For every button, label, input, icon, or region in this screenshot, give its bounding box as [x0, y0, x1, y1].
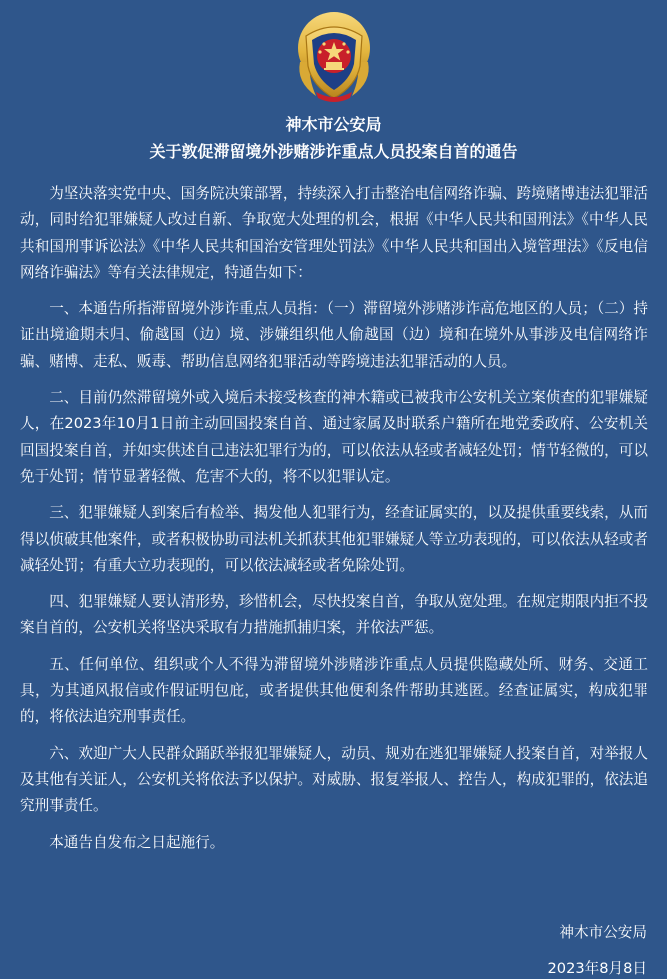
paragraph-4: 四、犯罪嫌疑人要认清形势，珍惜机会，尽快投案自首，争取从宽处理。在规定期限内拒不投案自首的，公安机关将坚决采取有力措施抓捕归案，并依法严惩。 [20, 593, 648, 637]
paragraph-6: 六、欢迎广大人民群众踊跃举报犯罪嫌疑人，动员、规劝在逃犯罪嫌疑人投案自首，对举报人及其他有关证人，公安机关将依法予以保护。对威胁、报复举报人、控告人，构成犯罪的，依法追究刑事责任。 [20, 744, 648, 815]
paragraph-3: 三、犯罪嫌疑人到案后有检举、揭发他人犯罪行为，经查证属实的，以及提供重要线索，从而得以侦破其他案件，或者积极协助司法机关抓获其他犯罪嫌疑人等立功表现的，可以依法从轻或者减轻处罚；有重大立功表现的，可以依法减轻或者免除处罚。 [20, 504, 648, 574]
paragraph-1: 一、本通告所指滞留境外涉诈重点人员指：（一）滞留境外涉赌涉诈高危地区的人员；（二）持证出境逾期未归、偷越国（边）境、涉嫌组织他人偷越国（边）境和在境外从事涉及电信网络诈骗、赌博、走私、贩毒、帮助信息网络犯罪活动等跨境违法犯罪活动的人员。 [20, 300, 648, 370]
emblem-container [0, 8, 667, 108]
paragraph-effective: 本通告自发布之日起施行。 [49, 833, 225, 851]
doc-title: 关于敦促滞留境外涉赌涉诈重点人员投案自首的通告 [149, 142, 518, 161]
signature: 神木市公安局 [559, 924, 647, 941]
org-title: 神木市公安局 [285, 115, 382, 134]
issue-date: 2023年8月8日 [547, 960, 647, 977]
notice-body [20, 181, 648, 866]
paragraph-2: 二、目前仍然滞留境外或入境后未接受核查的神木籍或已被我市公安机关立案侦查的犯罪嫌疑人，在2023年10月1日前主动回国投案自首、通过家属及时联系户籍所在地党委政府、公安机关回国投案自首，并如实供述自己违法犯罪行为的，可以依法从轻或者减轻处罚；情节轻微的，可以免于处罚；情节显著轻微、危害不大的，将不以犯罪认定。 [20, 389, 648, 485]
paragraph-intro: 为坚决落实党中央、国务院决策部署，持续深入打击整治电信网络诈骗、跨境赌博违法犯罪活动，同时给犯罪嫌疑人改过自新、争取宽大处理的机会，根据《中华人民共和国刑法》《中华人民共和国刑事诉讼法》《中华人民共和国治安管理处罚法》《中华人民共和国出入境管理法》《反电信网络诈骗法》等有关法律规定，特通告如下： [20, 185, 648, 281]
paragraph-5: 五、任何单位、组织或个人不得为滞留境外涉赌涉诈重点人员提供隐藏处所、财务、交通工具，为其通风报信或作假证明包庇，或者提供其他便利条件帮助其逃匿。经查证属实，构成犯罪的，将依法追究刑事责任。 [20, 655, 648, 726]
police-emblem-icon [286, 8, 382, 108]
